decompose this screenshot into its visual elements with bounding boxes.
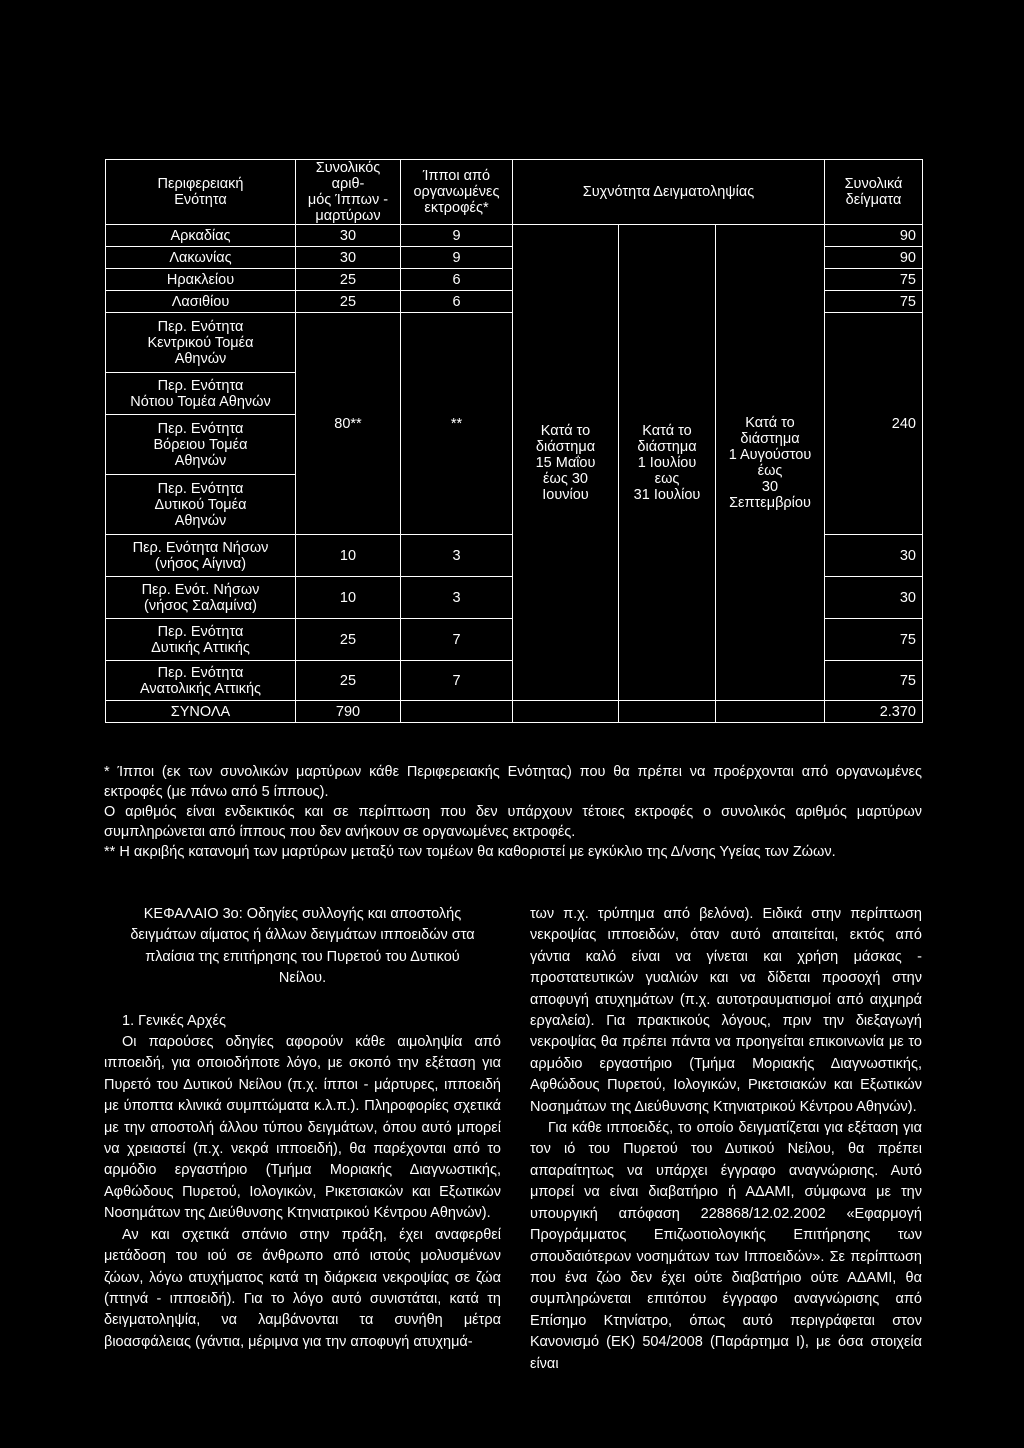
row-unit: Αρκαδίας: [106, 225, 296, 247]
totals-empty: [401, 701, 513, 723]
paragraph: Αν και σχετικά σπάνιο στην πράξη, έχει αναφερθεί μετάδοση του ιού σε άνθρωπο από ιστούς μολυσμένων ζώων, λόγω ατυχήματος κατά τη διάρκεια νεκροψίας σε ζώα (πτηνά - ιπποειδή). Για το λόγο αυτό συνιστάται, κατά τη δειγματοληψία, να λαμβάνονται τα συνήθη μέτρα βιοασφάλειας (γάντια, μέριμνα για την αποφυγή ατυχημά-: [104, 1226, 501, 1350]
row-unit: Περ. Ενότητα Ανατολικής Αττικής: [106, 661, 296, 701]
row-total: 25: [296, 619, 401, 661]
header-frequency: Συχνότητα Δειγματοληψίας: [513, 160, 825, 225]
header-unit: Περιφερειακή Ενότητα: [106, 160, 296, 225]
header-org-horses: Ίπποι από οργανωμένες εκτροφές*: [401, 160, 513, 225]
row-samples: 30: [825, 535, 923, 577]
row-org: 3: [401, 535, 513, 577]
right-column: [530, 904, 922, 1375]
period-1: Κατά το διάστημα 15 Μαΐου έως 30 Ιουνίου: [513, 225, 619, 701]
athens-unit: Περ. Ενότητα Νότιου Τομέα Αθηνών: [106, 373, 296, 415]
period-3: Κατά το διάστημα 1 Αυγούστου έως 30 Σεπτεμβρίου: [716, 225, 825, 701]
section-title: 1. Γενικές Αρχές: [122, 1012, 226, 1029]
row-samples: 75: [825, 619, 923, 661]
row-samples: 90: [825, 247, 923, 269]
left-column: [104, 904, 501, 1353]
row-org: 7: [401, 619, 513, 661]
totals-total: 790: [296, 701, 401, 723]
row-total: 30: [296, 225, 401, 247]
sampling-table: [105, 159, 923, 723]
table-notes: [104, 762, 922, 862]
totals-empty: [716, 701, 825, 723]
totals-empty: [513, 701, 619, 723]
period-2: Κατά το διάστημα 1 Ιουλίου εως 31 Ιουλίου: [619, 225, 716, 701]
note: * Ίπποι (εκ των συνολικών μαρτύρων κάθε Περιφερειακής Ενότητας) που θα πρέπει να προέρχονται από οργανωμένες εκτροφές (με πάνω από 5 ίππους).: [104, 764, 922, 800]
row-org: 6: [401, 269, 513, 291]
athens-total: 80**: [296, 313, 401, 535]
row-unit: Ηρακλείου: [106, 269, 296, 291]
note: Ο αριθμός είναι ενδεικτικός και σε περίπτωση που δεν υπάρχουν τέτοιες εκτροφές ο συνολικός αριθμός μαρτύρων συμπληρώνεται από ίππους που δεν ανήκουν σε οργανωμένες εκτροφές.: [104, 804, 922, 840]
athens-unit: Περ. Ενότητα Βόρειου Τομέα Αθηνών: [106, 415, 296, 475]
row-org: 7: [401, 661, 513, 701]
chapter-heading: ΚΕΦΑΛΑΙΟ 3ο: Οδηγίες συλλογής και αποστολής δειγμάτων αίματος ή άλλων δειγμάτων ιπποειδών στα πλαίσια της επιτήρησης του Πυρετού του Δυτικού Νείλου.: [130, 906, 475, 987]
row-org: 9: [401, 247, 513, 269]
totals-label: ΣΥΝΟΛΑ: [106, 701, 296, 723]
header-total-horses: Συνολικός αριθ- μός Ίππων - μαρτύρων: [296, 160, 401, 225]
row-total: 25: [296, 269, 401, 291]
row-total: 30: [296, 247, 401, 269]
note: ** Η ακριβής κατανομή των μαρτύρων μεταξύ των τομέων θα καθοριστεί με εγκύκλιο της Δ/νσης Υγείας των Ζώων.: [104, 844, 836, 860]
row-samples: 75: [825, 291, 923, 313]
header-samples: Συνολικά δείγματα: [825, 160, 923, 225]
paragraph: Οι παρούσες οδηγίες αφορούν κάθε αιμοληψία από ιπποειδή, για οποιοδήποτε λόγο, με σκοπό την εξέταση για Πυρετό του Δυτικού Νείλου (π.χ. ίπποι - μάρτυρες, ιπποειδή με ύποπτα κλινικά συμπτώματα κ.λ.π.). Πληροφορίες σχετικά με την αποστολή άλλου τύπου δειγμάτων, όπου αυτό μπορεί να χρειαστεί (π.χ. νεκρά ιπποειδή), θα παρέχονται από το αρμόδιο εργαστήριο (Τμήμα Μοριακής Διαγνωστικής, Αφθώδους Πυρετού, Ιολογικών, Ρικετσιακών και Εξωτικών Νοσημάτων της Διεύθυνσης Κτηνιατρικού Κέντρου Αθηνών).: [104, 1034, 501, 1222]
row-unit: Λακωνίας: [106, 247, 296, 269]
row-samples: 75: [825, 661, 923, 701]
row-total: 10: [296, 535, 401, 577]
athens-unit: Περ. Ενότητα Δυτικού Τομέα Αθηνών: [106, 475, 296, 535]
row-total: 25: [296, 291, 401, 313]
row-org: 6: [401, 291, 513, 313]
row-unit: Περ. Ενότητα Δυτικής Αττικής: [106, 619, 296, 661]
row-total: 25: [296, 661, 401, 701]
totals-samples: 2.370: [825, 701, 923, 723]
row-org: 3: [401, 577, 513, 619]
totals-empty: [619, 701, 716, 723]
athens-unit: Περ. Ενότητα Κεντρικού Τομέα Αθηνών: [106, 313, 296, 373]
row-total: 10: [296, 577, 401, 619]
row-unit: Λασιθίου: [106, 291, 296, 313]
row-samples: 30: [825, 577, 923, 619]
row-samples: 90: [825, 225, 923, 247]
athens-samples: 240: [825, 313, 923, 535]
row-org: 9: [401, 225, 513, 247]
row-unit: Περ. Ενότ. Νήσων (νήσος Σαλαμίνα): [106, 577, 296, 619]
row-unit: Περ. Ενότητα Νήσων (νήσος Αίγινα): [106, 535, 296, 577]
paragraph: των π.χ. τρύπημα από βελόνα). Ειδικά στην περίπτωση νεκροψίας ιπποειδών, όταν αυτό απαιτείται, εκτός από γάντια καλό είναι να γίνεται και χρήση μάσκας - προστατευτικών γυαλιών και να δίδεται προσοχή στην αποφυγή ατυχημάτων (π.χ. αυτοτραυματισμοί από αιχμηρά εργαλεία). Για πρακτικούς λόγους, πριν την διεξαγωγή νεκροψίας θα πρέπει πάντα να προηγείται επικοινωνία με το αρμόδιο εργαστήριο (Τμήμα Μοριακής Διαγνωστικής, Αφθώδους Πυρετού, Ιολογικών, Ρικετσιακών και Εξωτικών Νοσημάτων της Διεύθυνσης Κτηνιατρικού Κέντρου Αθηνών).: [530, 906, 922, 1115]
row-samples: 75: [825, 269, 923, 291]
athens-org: **: [401, 313, 513, 535]
paragraph: Για κάθε ιπποειδές, το οποίο δειγματίζεται για εξέταση για τον ιό του Πυρετού του Δυτικού Νείλου, θα πρέπει απαραίτητως να υπάρχει έγγραφο αναγνώρισης. Αυτό μπορεί να είναι διαβατήριο ή ΑΔΑΜΙ, σύμφωνα με την υπουργική απόφαση 228868/12.02.2002 «Εφαρμογή Προγράμματος Επιζωοτιολογικής Επιτήρησης των σπουδαιότερων νοσημάτων των Ιπποειδών». Σε περίπτωση που ένα ζώο δεν έχει ούτε διαβατήριο ούτε ΑΔΑΜΙ, θα συμπληρώνεται επιτόπου έγγραφο αναγνώρισης από Επίσημο Κτηνίατρο, όπως αυτό περιγράφεται στον Κανονισμό (ΕΚ) 504/2008 (Παράρτημα Ι), με όσα στοιχεία είναι: [530, 1120, 922, 1372]
